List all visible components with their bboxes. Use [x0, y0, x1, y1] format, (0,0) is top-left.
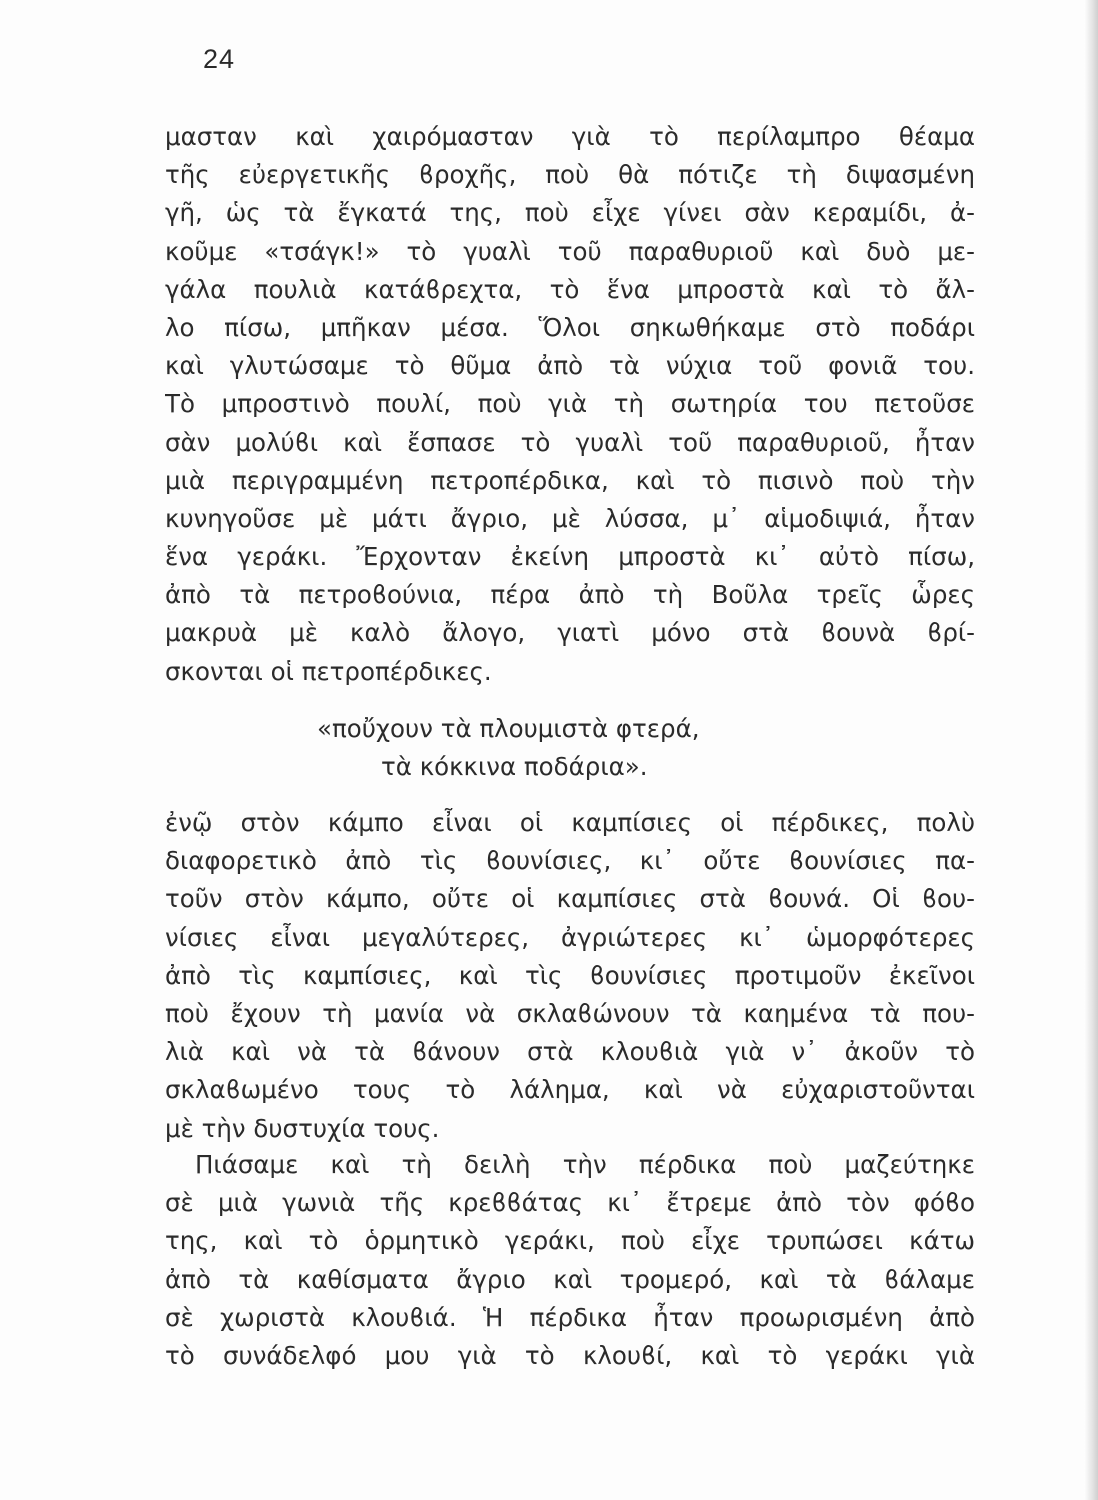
text-line: γῆ, ὡς τὰ ἔγκατά της, ποὺ εἶχε γίνει σὰν κεραμίδι, ἀ-: [165, 198, 975, 228]
text-line: της, καὶ τὸ ὁρμητικὸ γεράκι, ποὺ εἶχε τρυπώσει κάτω: [165, 1226, 975, 1256]
text-line: τὸ συνάδελφό μου γιὰ τὸ κλουϐί, καὶ τὸ γεράκι γιὰ: [165, 1340, 975, 1370]
text-line: μὲ τὴν δυστυχία τους.: [165, 1113, 440, 1143]
text-line: ἕνα γεράκι. Ἔρχονταν ἐκείνη μπροστὰ κι᾽ αὐτὸ πίσω,: [165, 542, 975, 572]
text-line: σκλαϐωμένο τους τὸ λάλημα, καὶ νὰ εὐχαριστοῦνται: [165, 1075, 975, 1105]
text-line: διαφορετικὸ ἀπὸ τὶς ϐουνίσιες, κι᾽ οὔτε ϐουνίσιες πα-: [165, 846, 975, 876]
text-line: καὶ γλυτώσαμε τὸ θῦμα ἀπὸ τὰ νύχια τοῦ φονιᾶ του.: [165, 351, 975, 381]
paragraph-2: [165, 804, 975, 1148]
text-line: μασταν καὶ χαιρόμασταν γιὰ τὸ περίλαμπρο θέαμα: [165, 122, 975, 151]
text-line: Τὸ μπροστινὸ πουλί, ποὺ γιὰ τὴ σωτηρία του πετοῦσε: [165, 389, 975, 419]
text-line: ἐνῷ στὸν κάμπο εἶναι οἱ καμπίσιες οἱ πέρδικες, πολὺ: [165, 808, 975, 837]
text-line: λιὰ καὶ νὰ τὰ ϐάνουν στὰ κλουϐιὰ γιὰ ν᾽ ἀκοῦν τὸ: [165, 1037, 975, 1067]
text-line: ποὺ ἔχουν τὴ μανία νὰ σκλαϐώνουν τὰ καημένα τὰ που-: [165, 998, 975, 1028]
page-edge-shadow: [1084, 0, 1098, 1500]
text-line: ἀπὸ τὰ πετροϐούνια, πέρα ἀπὸ τὴ Βοῦλα τρεῖς ὧρες: [165, 580, 975, 610]
text-line: τοῦν στὸν κάμπο, οὔτε οἱ καμπίσιες στὰ ϐουνά. Οἱ ϐου-: [165, 884, 975, 914]
text-line: τῆς εὐεργετικῆς ϐροχῆς, ποὺ θὰ πότιζε τὴ διψασμένη: [165, 160, 975, 190]
verse-line: τὰ κόκκινα ποδάρια».: [381, 752, 648, 782]
text-line: ἀπὸ τὰ καθίσματα ἄγριο καὶ τρομερό, καὶ τὰ ϐάλαμε: [165, 1264, 975, 1294]
text-line: σκονται οἱ πετροπέρδικες.: [165, 656, 492, 686]
text-line: ἀπὸ τὶς καμπίσιες, καὶ τὶς ϐουνίσιες προτιμοῦν ἐκεῖνοι: [165, 960, 975, 990]
verse-quote: [165, 710, 975, 786]
text-line: μακρυὰ μὲ καλὸ ἄλογο, γιατὶ μόνο στὰ ϐουνὰ ϐρί-: [165, 618, 975, 648]
text-line: σὲ μιὰ γωνιὰ τῆς κρεϐϐάτας κι᾽ ἔτρεμε ἀπὸ τὸν φόϐο: [165, 1188, 975, 1218]
paragraph-3: [165, 1146, 975, 1375]
verse-line: «ποὔχουν τὰ πλουμιστὰ φτερά,: [317, 714, 700, 743]
text-line: μιὰ περιγραμμένη πετροπέρδικα, καὶ τὸ πισινὸ ποὺ τὴν: [165, 465, 975, 495]
text-line: γάλα πουλιὰ κατάϐρεχτα, τὸ ἕνα μπροστὰ καὶ τὸ ἄλ-: [165, 274, 975, 304]
page-number: 24: [203, 44, 236, 74]
text-line: κυνηγοῦσε μὲ μάτι ἄγριο, μὲ λύσσα, μ᾽ αἱμοδιψιά, ἦταν: [165, 503, 975, 533]
text-line: σὲ χωριστὰ κλουϐιά. Ἡ πέρδικα ἦταν προωρισμένη ἀπὸ: [165, 1302, 975, 1332]
text-line: κοῦμε «τσάγκ!» τὸ γυαλὶ τοῦ παραθυριοῦ καὶ δυὸ με-: [165, 236, 975, 266]
text-line: νίσιες εἶναι μεγαλύτερες, ἀγριώτερες κι᾽ ὡμορφότερες: [165, 922, 975, 952]
paragraph-1: [165, 118, 975, 691]
text-line: σὰν μολύϐι καὶ ἔσπασε τὸ γυαλὶ τοῦ παραθυριοῦ, ἦταν: [165, 427, 975, 457]
text-line: λο πίσω, μπῆκαν μέσα. Ὅλοι σηκωθήκαμε στὸ ποδάρι: [165, 312, 975, 342]
text-line: Πιάσαμε καὶ τὴ δειλὴ τὴν πέρδικα ποὺ μαζεύτηκε: [195, 1150, 975, 1179]
